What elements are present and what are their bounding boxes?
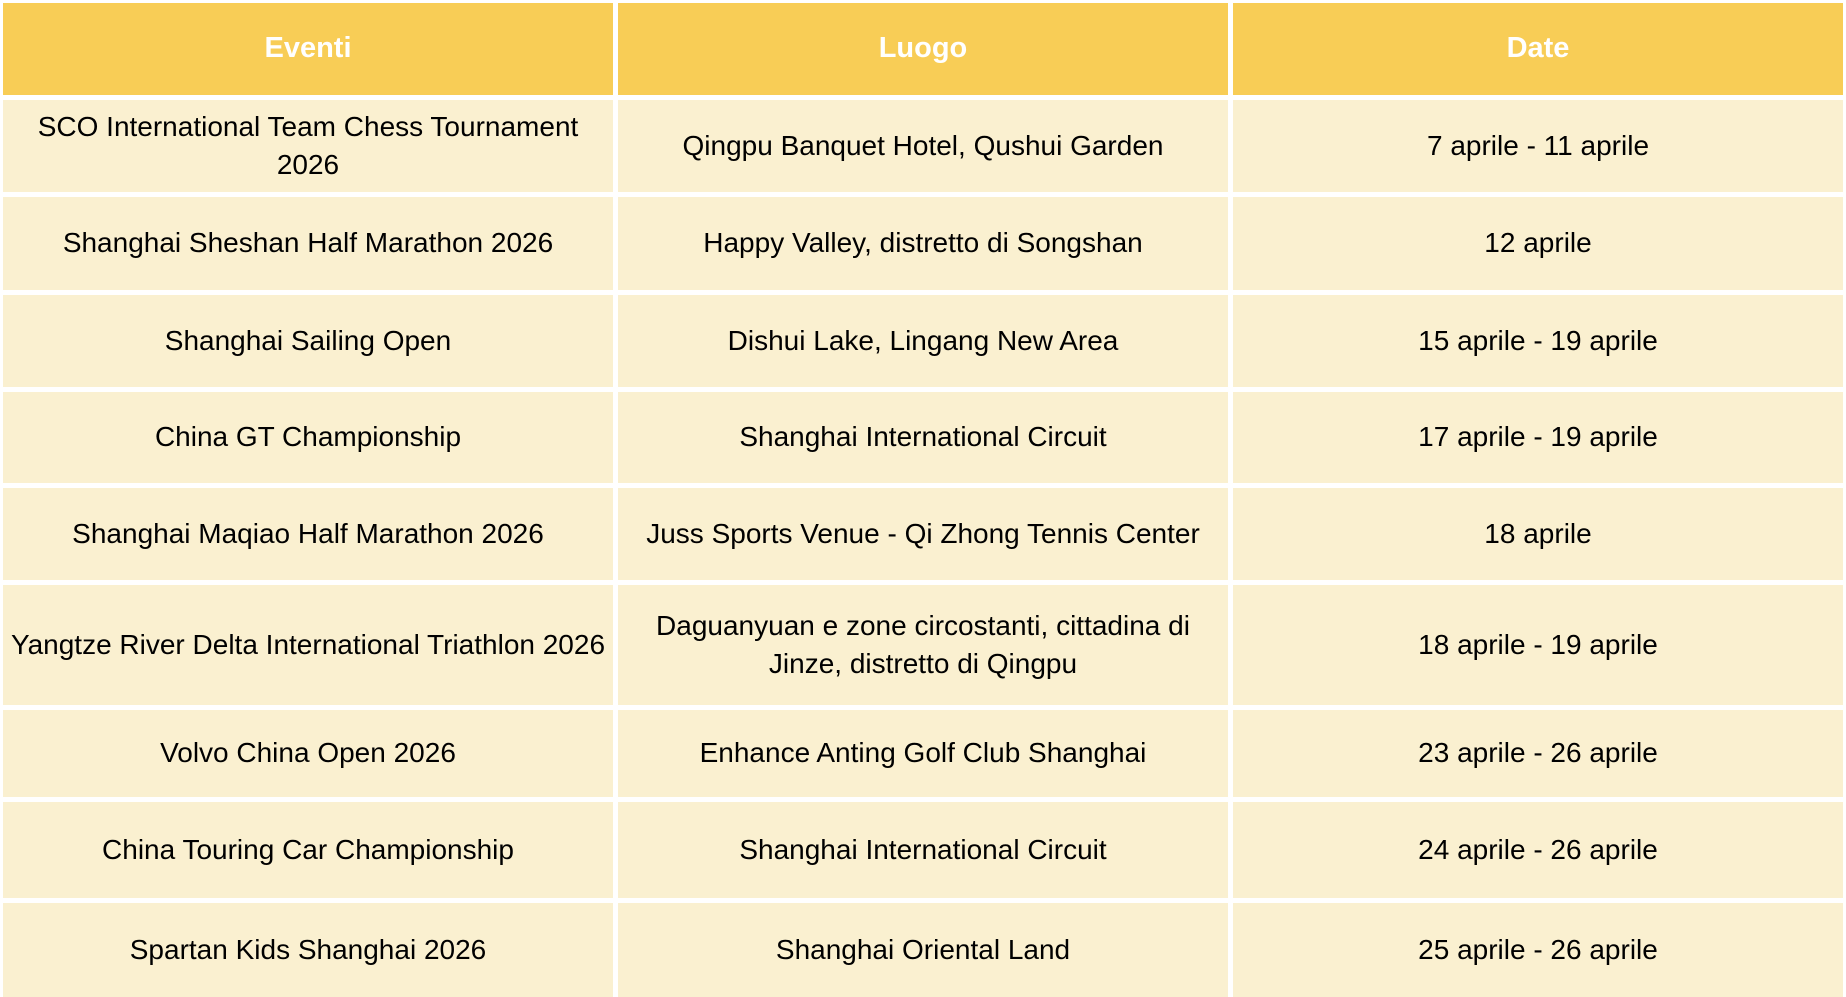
cell-event-3: China GT Championship (3, 392, 613, 483)
cell-event-5: Yangtze River Delta International Triathlon 2026 (3, 585, 613, 705)
cell-venue-2: Dishui Lake, Lingang New Area (618, 295, 1228, 387)
cell-date-7: 24 aprile - 26 aprile (1233, 802, 1843, 898)
cell-event-1: Shanghai Sheshan Half Marathon 2026 (3, 197, 613, 290)
cell-event-0: SCO International Team Chess Tournament 2026 (3, 100, 613, 192)
cell-venue-6: Enhance Anting Golf Club Shanghai (618, 710, 1228, 797)
cell-venue-4: Juss Sports Venue - Qi Zhong Tennis Center (618, 488, 1228, 580)
cell-venue-3: Shanghai International Circuit (618, 392, 1228, 483)
column-header-date: Date (1233, 3, 1843, 95)
cell-event-8: Spartan Kids Shanghai 2026 (3, 903, 613, 997)
cell-event-2: Shanghai Sailing Open (3, 295, 613, 387)
cell-venue-8: Shanghai Oriental Land (618, 903, 1228, 997)
cell-date-2: 15 aprile - 19 aprile (1233, 295, 1843, 387)
cell-date-4: 18 aprile (1233, 488, 1843, 580)
cell-date-6: 23 aprile - 26 aprile (1233, 710, 1843, 797)
cell-venue-5: Daguanyuan e zone circostanti, cittadina di Jinze, distretto di Qingpu (618, 585, 1228, 705)
cell-event-7: China Touring Car Championship (3, 802, 613, 898)
cell-venue-0: Qingpu Banquet Hotel, Qushui Garden (618, 100, 1228, 192)
cell-date-0: 7 aprile - 11 aprile (1233, 100, 1843, 192)
cell-date-5: 18 aprile - 19 aprile (1233, 585, 1843, 705)
cell-date-8: 25 aprile - 26 aprile (1233, 903, 1843, 997)
cell-venue-1: Happy Valley, distretto di Songshan (618, 197, 1228, 290)
column-header-luogo: Luogo (618, 3, 1228, 95)
cell-date-3: 17 aprile - 19 aprile (1233, 392, 1843, 483)
cell-date-1: 12 aprile (1233, 197, 1843, 290)
column-header-eventi: Eventi (3, 3, 613, 95)
cell-event-4: Shanghai Maqiao Half Marathon 2026 (3, 488, 613, 580)
cell-event-6: Volvo China Open 2026 (3, 710, 613, 797)
cell-venue-7: Shanghai International Circuit (618, 802, 1228, 898)
